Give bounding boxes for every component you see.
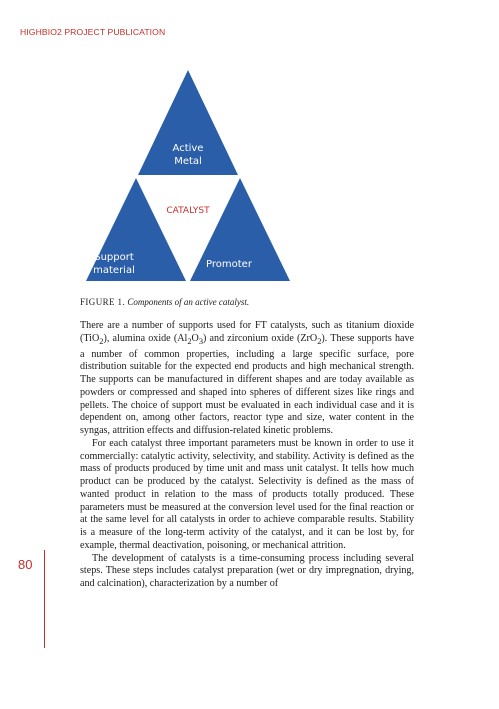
subscript: 2 — [187, 336, 192, 346]
catalyst-components-diagram — [86, 68, 291, 283]
figure-caption-text: Components of an active catalyst. — [127, 297, 250, 307]
publication-header: HIGHBIO2 PROJECT PUBLICATION — [20, 27, 166, 37]
subscript: 2 — [99, 336, 104, 346]
support-material-label-line1: Support — [94, 252, 134, 263]
promoter-label: Promoter — [206, 259, 252, 270]
support-material-label-line2: material — [93, 265, 135, 276]
paragraph-supports — [80, 320, 414, 438]
subscript: 3 — [198, 336, 204, 346]
paragraph-development: The development of catalysts is a time-consuming process including several steps. These steps includes catalyst preparation (wet or dry impregnation, drying, and calcination), characterization by a number of — [80, 552, 414, 590]
subscript: 2 — [317, 336, 322, 346]
page-number: 80 — [18, 557, 33, 572]
paragraph-text: O — [191, 332, 199, 344]
paragraph-text: ), alumina oxide (Al — [103, 332, 188, 344]
active-metal-label-line1: Active — [172, 143, 204, 154]
paragraph-parameters: For each catalyst three important parameters must be known in order to use it commercially: catalytic activity, selectivity, and stability. Activity is defined as the mass of products produced by time unit and mass unit catalyst. It tells how much product can be produced by the catalyst. Selectivity is defined as the mass of wanted product in relation to the mass of products totally produced. These parameters must be measured at the conversion level used for the final reaction or at the same level for all catalysts in order to achieve comparable results. Stability is a measure of the long-term activity of the catalyst, and it can be lost by, for example, thermal deactivation, poisoning, or mechanical attrition. — [80, 437, 414, 551]
body-text — [80, 320, 414, 591]
figure-number: FIGURE 1. — [80, 297, 126, 307]
margin-rule — [44, 550, 45, 648]
figure-caption — [80, 297, 249, 307]
paragraph-text: ). These supports have a number of common properties, including a large specific surface, pore distribution suitable for the expected end products and high mechanical strength. The supports can be manufactured in different shapes and are today available as powders or compressed and shaped into spheres of different sizes like rings and pellets. The choice of support must be evaluated in each individual case and it is dependent on, among other factors, reactor type and size, water content in the syngas, attrition effects and diffusion-related kinetic problems. — [80, 332, 415, 437]
paragraph-text: There are a number of supports used for FT catalysts, such as titanium dioxide (TiO — [80, 320, 414, 344]
paragraph-text: ) and zirconium oxide (ZrO — [203, 332, 318, 344]
catalyst-label: CATALYST — [166, 206, 210, 216]
active-metal-label-line2: Metal — [174, 156, 202, 167]
